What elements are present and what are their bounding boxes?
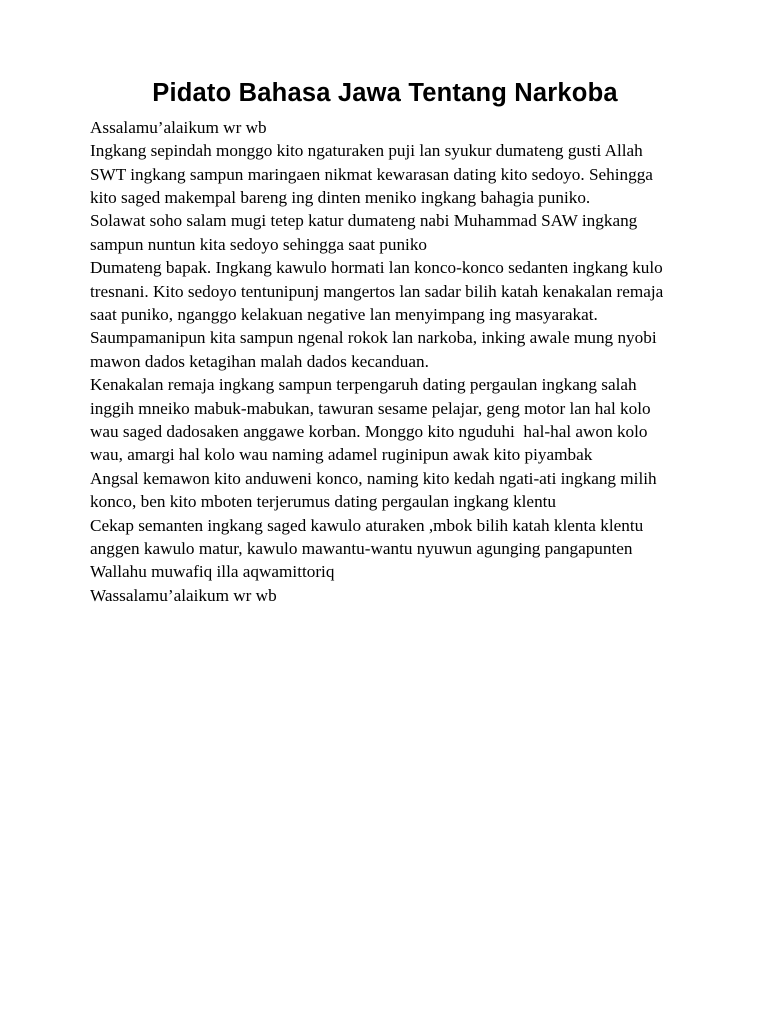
paragraph-rokok-narkoba: Saumpamanipun kita sampun ngenal rokok lan narkoba, inking awale mung nyobi mawon dados ketagihan malah dados kecanduan.	[90, 328, 661, 371]
page-title: Pidato Bahasa Jawa Tentang Narkoba	[152, 79, 618, 107]
paragraph-address: Dumateng bapak. Ingkang kawulo hormati lan konco-konco sedanten ingkang kulo tresnani. Kito sedoyo tentunipunj mangertos lan sadar bilih katah kenakalan remaja saat puniko, nganggo kelakuan negative lan menyimpang ing masyarakat.	[90, 258, 668, 324]
paragraph-closing-salam: Wassalamu’alaikum wr wb	[90, 585, 277, 605]
paragraph-kenakalan-remaja: Kenakalan remaja ingkang sampun terpengaruh dating pergaulan ingkang salah inggih mneiko mabuk-mabukan, tawuran sesame pelajar, geng motor lan hal kolo wau saged dadosaken anggawe korban. Monggo kito nguduhi hal-hal awon kolo wau, amargi hal kolo wau naming adamel ruginipun awak kito piyambak	[90, 375, 655, 465]
paragraph-closing-apology: Cekap semanten ingkang saged kawulo aturaken ,mbok bilih katah klenta klentu anggen kawulo matur, kawulo mawantu-wantu nyuwun agunging pangapunten	[90, 515, 648, 558]
paragraph-salawat: Solawat soho salam mugi tetep katur dumateng nabi Muhammad SAW ingkang sampun nuntun kita sedoyo sehingga saat puniko	[90, 211, 642, 254]
document-body	[90, 116, 680, 607]
paragraph-greeting: Assalamu’alaikum wr wb	[90, 117, 267, 137]
paragraph-konco: Angsal kemawon kito anduweni konco, naming kito kedah ngati-ati ingkang milih konco, ben kito mboten terjerumus dating pergaulan ingkang klentu	[90, 468, 661, 512]
paragraph-opening-praise: Ingkang sepindah monggo kito ngaturaken puji lan syukur dumateng gusti Allah SWT ingkang sampun maringaen nikmat kewarasan dating kito sedoyo. Sehingga kito saged makempal bareng ing dinten meniko ingkang bahagia puniko.	[90, 141, 658, 208]
paragraph-wallahu: Wallahu muwafiq illa aqwamittoriq	[90, 562, 335, 582]
